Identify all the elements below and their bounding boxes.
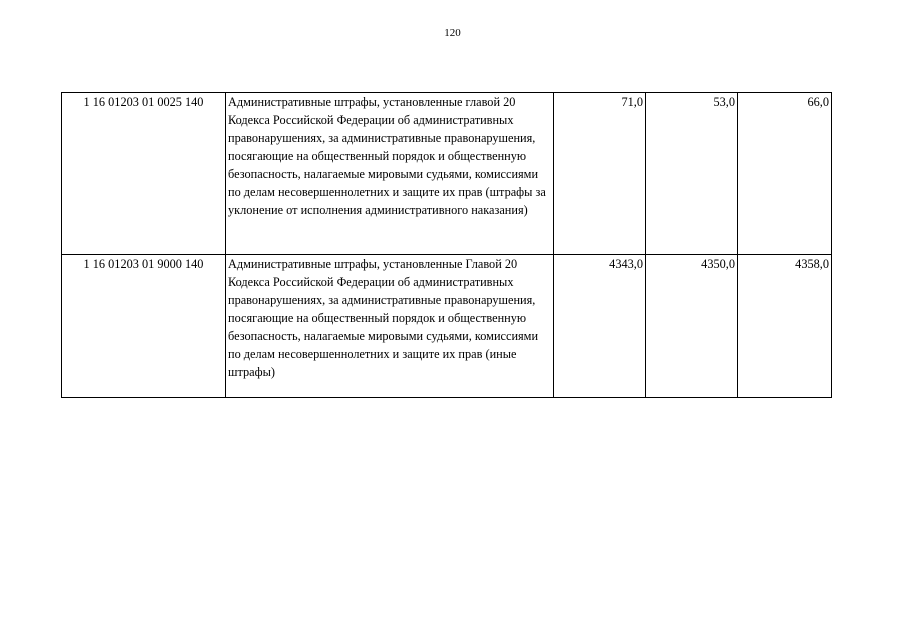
description-cell: Административные штрафы, установленные Главой 20 Кодекса Российской Федерации об административных правонарушениях, за административные правонарушения, посягающие на общественный порядок и общественную безопасность, налагаемые мировыми судьями, комиссиями по делам несовершеннолетних и защите их прав (иные штрафы): [226, 255, 554, 398]
amount-year-1-cell: 4343,0: [554, 255, 646, 398]
table-row: [62, 93, 832, 255]
page-number: 120: [444, 27, 461, 39]
amount-year-3-cell: 4358,0: [738, 255, 832, 398]
table-row: [62, 255, 832, 398]
budget-revenue-table: [61, 92, 832, 398]
amount-year-1-cell: 71,0: [554, 93, 646, 255]
budget-code-cell: 1 16 01203 01 9000 140: [62, 255, 226, 398]
budget-code-cell: 1 16 01203 01 0025 140: [62, 93, 226, 255]
amount-year-2-cell: 4350,0: [646, 255, 738, 398]
amount-year-2-cell: 53,0: [646, 93, 738, 255]
description-cell: Административные штрафы, установленные главой 20 Кодекса Российской Федерации об административных правонарушениях, за административные правонарушения, посягающие на общественный порядок и общественную безопасность, налагаемые мировыми судьями, комиссиями по делам несовершеннолетних и защите их прав (штрафы за уклонение от исполнения административного наказания): [226, 93, 554, 255]
amount-year-3-cell: 66,0: [738, 93, 832, 255]
